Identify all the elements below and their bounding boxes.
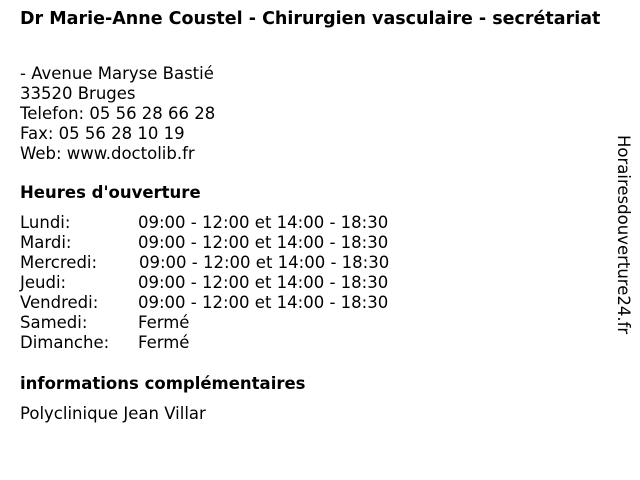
day-label: Mardi: bbox=[20, 233, 72, 252]
hours-value: 09:00 - 12:00 et 14:00 - 18:30 bbox=[138, 213, 389, 232]
additional-info-text: Polyclinique Jean Villar bbox=[20, 404, 206, 423]
fax-line: Fax: 05 56 28 10 19 bbox=[20, 124, 185, 143]
city-line: 33520 Bruges bbox=[20, 84, 136, 103]
hours-value: 09:00 - 12:00 et 14:00 - 18:30 bbox=[138, 293, 389, 312]
day-label: Jeudi: bbox=[20, 273, 67, 292]
address-block bbox=[20, 64, 215, 164]
hours-value: Fermé bbox=[138, 313, 190, 332]
day-label: Samedi: bbox=[20, 313, 88, 332]
street-line: - Avenue Maryse Bastié bbox=[20, 64, 214, 83]
web-line: Web: www.doctolib.fr bbox=[20, 144, 195, 163]
hours-value: 09:00 - 12:00 et 14:00 - 18:30 bbox=[138, 233, 389, 252]
day-label: Vendredi: bbox=[20, 293, 99, 312]
additional-info-heading: informations complémentaires bbox=[20, 374, 306, 393]
hours-value: Fermé bbox=[138, 333, 190, 352]
day-label: Lundi: bbox=[20, 213, 71, 232]
day-label: Dimanche: bbox=[20, 333, 110, 352]
page-title: Dr Marie-Anne Coustel - Chirurgien vasculaire - secrétariat bbox=[20, 9, 601, 29]
day-label: Mercredi: bbox=[20, 253, 98, 272]
opening-hours-heading: Heures d'ouverture bbox=[20, 183, 201, 202]
site-watermark: Horairesdouverture24.fr bbox=[614, 135, 633, 335]
hours-value: 09:00 - 12:00 et 14:00 - 18:30 bbox=[138, 273, 389, 292]
phone-line: Telefon: 05 56 28 66 28 bbox=[20, 104, 216, 123]
hours-value: 09:00 - 12:00 et 14:00 - 18:30 bbox=[139, 253, 390, 272]
